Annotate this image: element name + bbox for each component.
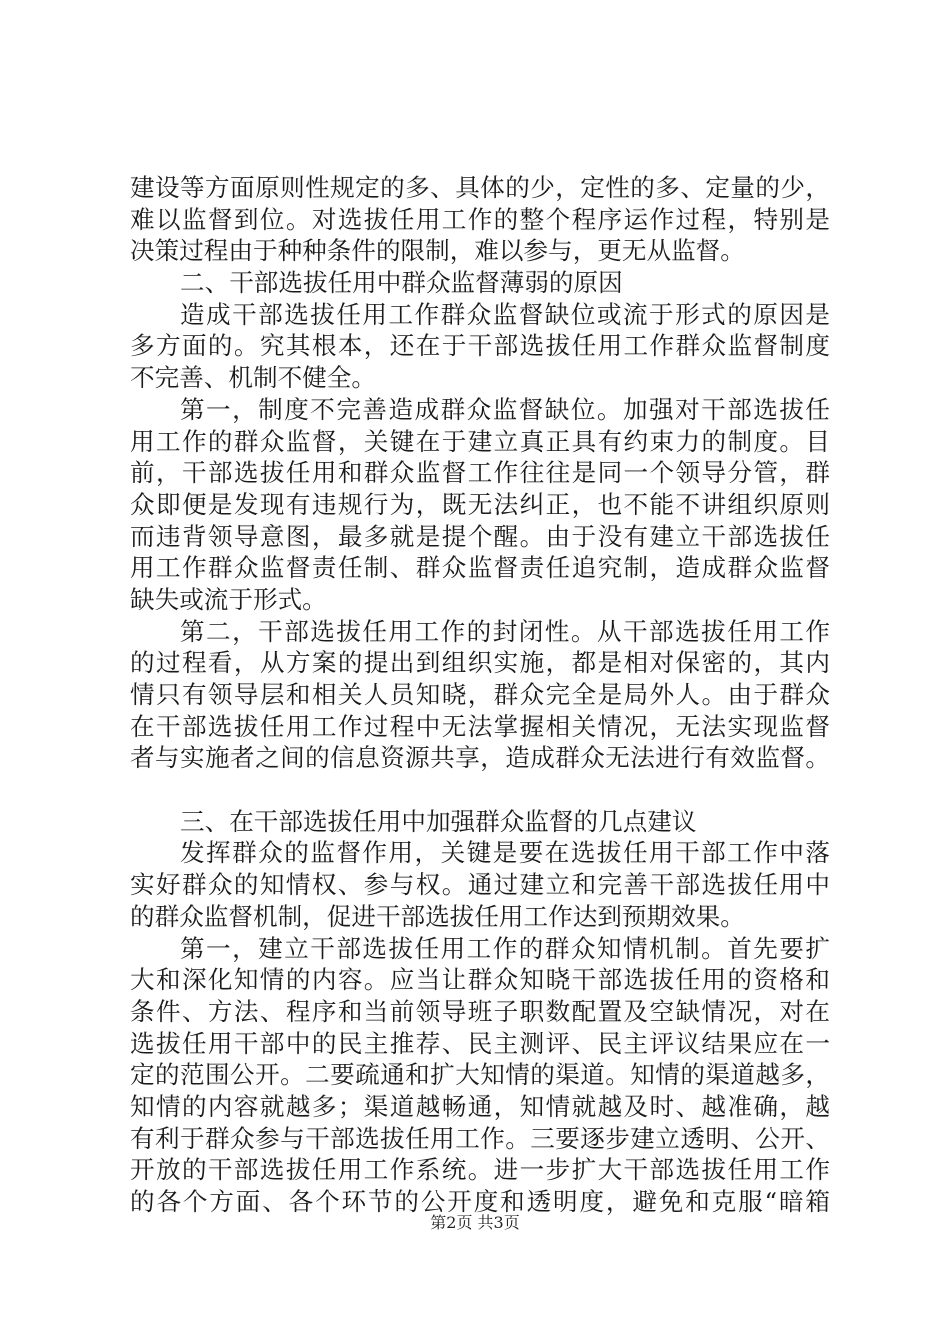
text-line: 造成干部选拔任用工作群众监督缺位或流于形式的原因是 bbox=[180, 299, 830, 329]
text-line: 决策过程由于种种条件的限制，难以参与，更无从监督。 bbox=[130, 236, 745, 266]
text-line: 选拔任用干部中的民主推荐、民主测评、民主评议结果应在一 bbox=[130, 1028, 830, 1058]
text-line: 情只有领导层和相关人员知晓，群众完全是局外人。由于群众 bbox=[130, 680, 830, 709]
text-line: 实好群众的知情权、参与权。通过建立和完善干部选拔任用中 bbox=[130, 870, 830, 900]
blank-line bbox=[130, 774, 830, 806]
text-line: 的群众监督机制，促进干部选拔任用工作达到预期效果。 bbox=[130, 901, 745, 931]
text-line: 知情的内容就越多；渠道越畅通，知情就越及时、越准确，越 bbox=[130, 1091, 830, 1121]
text-line: 难以监督到位。对选拔任用工作的整个程序运作过程，特别是 bbox=[130, 204, 830, 234]
text-line: 而违背领导意图，最多就是提个醒。由于没有建立干部选拔任 bbox=[130, 521, 830, 551]
text-line: 建设等方面原则性规定的多、具体的少，定性的多、定量的少， bbox=[130, 173, 830, 202]
text-line: 开放的干部选拔任用工作系统。进一步扩大干部选拔任用工作 bbox=[130, 1155, 830, 1185]
section-heading: 三、在干部选拔任用中加强群众监督的几点建议 bbox=[180, 806, 697, 836]
text-line: 在干部选拔任用工作过程中无法掌握相关情况，无法实现监督 bbox=[130, 711, 830, 741]
text-line: 的各个方面、各个环节的公开度和透明度，避免和克服“暗箱 bbox=[130, 1187, 830, 1216]
text-line: 的过程看，从方案的提出到组织实施，都是相对保密的，其内 bbox=[130, 648, 830, 678]
text-line: 大和深化知情的内容。应当让群众知晓干部选拔任用的资格和 bbox=[130, 965, 830, 995]
section-heading: 二、干部选拔任用中群众监督薄弱的原因 bbox=[180, 268, 623, 298]
text-line: 前，干部选拔任用和群众监督工作往往是同一个领导分管，群 bbox=[130, 458, 830, 488]
text-line: 众即便是发现有违规行为，既无法纠正，也不能不讲组织原则 bbox=[130, 489, 830, 519]
text-line: 用工作群众监督责任制、群众监督责任追究制，造成群众监督 bbox=[130, 553, 830, 583]
text-line: 缺失或流于形式。 bbox=[130, 584, 327, 614]
page-footer: 第2页 共3页 bbox=[430, 1213, 520, 1232]
document-body bbox=[130, 172, 830, 1218]
text-line: 第二，干部选拔任用工作的封闭性。从干部选拔任用工作 bbox=[180, 616, 830, 646]
text-line: 不完善、机制不健全。 bbox=[130, 363, 376, 393]
text-line: 有利于群众参与干部选拔任用工作。三要逐步建立透明、公开、 bbox=[130, 1123, 830, 1153]
text-line: 发挥群众的监督作用，关键是要在选拔任用干部工作中落 bbox=[180, 838, 830, 868]
text-line: 第一，制度不完善造成群众监督缺位。加强对干部选拔任 bbox=[180, 394, 830, 424]
text-line: 定的范围公开。二要疏通和扩大知情的渠道。知情的渠道越多， bbox=[130, 1060, 830, 1090]
text-line: 用工作的群众监督，关键在于建立真正具有约束力的制度。目 bbox=[130, 426, 830, 456]
text-line: 第一，建立干部选拔任用工作的群众知情机制。首先要扩 bbox=[180, 933, 830, 963]
text-line: 多方面的。究其根本，还在于干部选拔任用工作群众监督制度 bbox=[130, 331, 830, 361]
text-line: 者与实施者之间的信息资源共享，造成群众无法进行有效监督。 bbox=[130, 743, 830, 773]
text-line: 条件、方法、程序和当前领导班子职数配置及空缺情况，对在 bbox=[130, 996, 830, 1026]
